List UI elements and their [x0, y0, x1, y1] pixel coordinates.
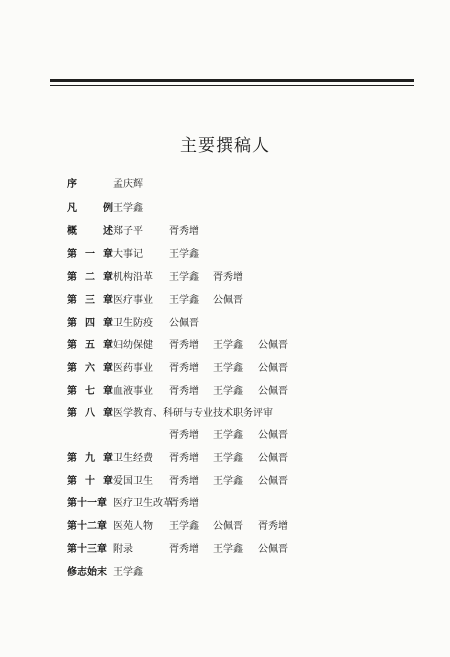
contributor-name: 胥秀增 [213, 272, 243, 283]
contributor-name: 王学鑫 [169, 249, 199, 260]
entry-row [0, 474, 450, 490]
entry-topic: 卫生经费 [113, 453, 153, 464]
entry-topic: 王学鑫 [113, 203, 143, 214]
entry-topic: 医疗卫生改革 [113, 498, 173, 509]
entry-label: 第 二 章 [67, 272, 113, 283]
entry-label: 第 七 章 [67, 386, 113, 397]
entry-topic: 机构沿革 [113, 272, 153, 283]
entry-topic: 卫生防疫 [113, 318, 153, 329]
contributor-name: 公佩晋 [213, 521, 243, 532]
entry-topic: 医苑人物 [113, 521, 153, 532]
entry-label: 第十三章 [67, 544, 107, 555]
contributor-name: 胥秀增 [169, 386, 199, 397]
entry-row [0, 565, 450, 581]
entry-topic: 医学教育、科研与专业技术职务评审 [113, 408, 273, 419]
contributor-name: 王学鑫 [169, 272, 199, 283]
contributor-name: 公佩晋 [213, 295, 243, 306]
entry-label: 概 述 [67, 226, 113, 237]
contributor-name: 王学鑫 [213, 453, 243, 464]
entry-label: 序 [67, 179, 77, 190]
entry-topic: 爱国卫生 [113, 476, 153, 487]
entry-row [0, 406, 450, 422]
entry-topic: 大事记 [113, 249, 143, 260]
contributor-name: 王学鑫 [213, 544, 243, 555]
entry-label: 第十一章 [67, 498, 107, 509]
entry-label: 第 三 章 [67, 295, 113, 306]
contributor-name: 公佩晋 [258, 430, 288, 441]
contributor-name: 王学鑫 [169, 521, 199, 532]
entry-label: 第 八 章 [67, 408, 113, 419]
contributor-name: 王学鑫 [213, 386, 243, 397]
contributor-name: 胥秀增 [169, 453, 199, 464]
entry-row [0, 293, 450, 309]
contributor-name: 胥秀增 [169, 340, 199, 351]
entry-topic: 医药事业 [113, 363, 153, 374]
contributor-name: 胥秀增 [169, 476, 199, 487]
entry-topic: 医疗事业 [113, 295, 153, 306]
entry-topic: 王学鑫 [113, 567, 143, 578]
entry-topic: 妇幼保健 [113, 340, 153, 351]
entry-row [0, 384, 450, 400]
contributor-name: 胥秀增 [169, 226, 199, 237]
entry-row [0, 224, 450, 240]
entry-label: 第 一 章 [67, 249, 113, 260]
entry-topic: 血液事业 [113, 386, 153, 397]
entry-row [0, 361, 450, 377]
entry-row [0, 201, 450, 217]
entry-row [0, 496, 450, 512]
entry-row [0, 519, 450, 535]
entry-row [0, 338, 450, 354]
entry-row [0, 542, 450, 558]
entry-row [0, 247, 450, 263]
contributor-name: 王学鑫 [213, 363, 243, 374]
contributor-name: 王学鑫 [169, 295, 199, 306]
entry-label: 凡 例 [67, 203, 113, 214]
entry-row [0, 451, 450, 467]
entry-label: 第 六 章 [67, 363, 113, 374]
contributor-name: 王学鑫 [213, 476, 243, 487]
contributor-name: 公佩晋 [258, 386, 288, 397]
contributor-name: 公佩晋 [258, 340, 288, 351]
contributor-name: 公佩晋 [258, 544, 288, 555]
entry-row [0, 316, 450, 332]
entry-label: 第 四 章 [67, 318, 113, 329]
contributor-name: 胥秀增 [258, 521, 288, 532]
entry-row [0, 177, 450, 193]
contributor-name: 胥秀增 [169, 544, 199, 555]
entry-label: 第 五 章 [67, 340, 113, 351]
contributor-name: 胥秀增 [169, 363, 199, 374]
contributor-name: 王学鑫 [213, 340, 243, 351]
entry-topic: 附录 [113, 544, 133, 555]
entry-row-continuation [0, 428, 450, 444]
entry-topic: 郑子平 [113, 226, 143, 237]
entry-label: 修志始末 [67, 567, 107, 578]
entry-topic: 孟庆辉 [113, 179, 143, 190]
contributor-name: 公佩晋 [169, 318, 199, 329]
contributor-name: 公佩晋 [258, 363, 288, 374]
contributor-name: 王学鑫 [213, 430, 243, 441]
entry-label: 第十二章 [67, 521, 107, 532]
contributor-name: 胥秀增 [169, 498, 199, 509]
contributor-name: 公佩晋 [258, 453, 288, 464]
entry-label: 第 九 章 [67, 453, 113, 464]
contributor-name: 公佩晋 [258, 476, 288, 487]
page-title: 主要撰稿人 [180, 136, 270, 156]
entry-row [0, 270, 450, 286]
contributor-name: 胥秀增 [169, 430, 199, 441]
entry-label: 第 十 章 [67, 476, 113, 487]
